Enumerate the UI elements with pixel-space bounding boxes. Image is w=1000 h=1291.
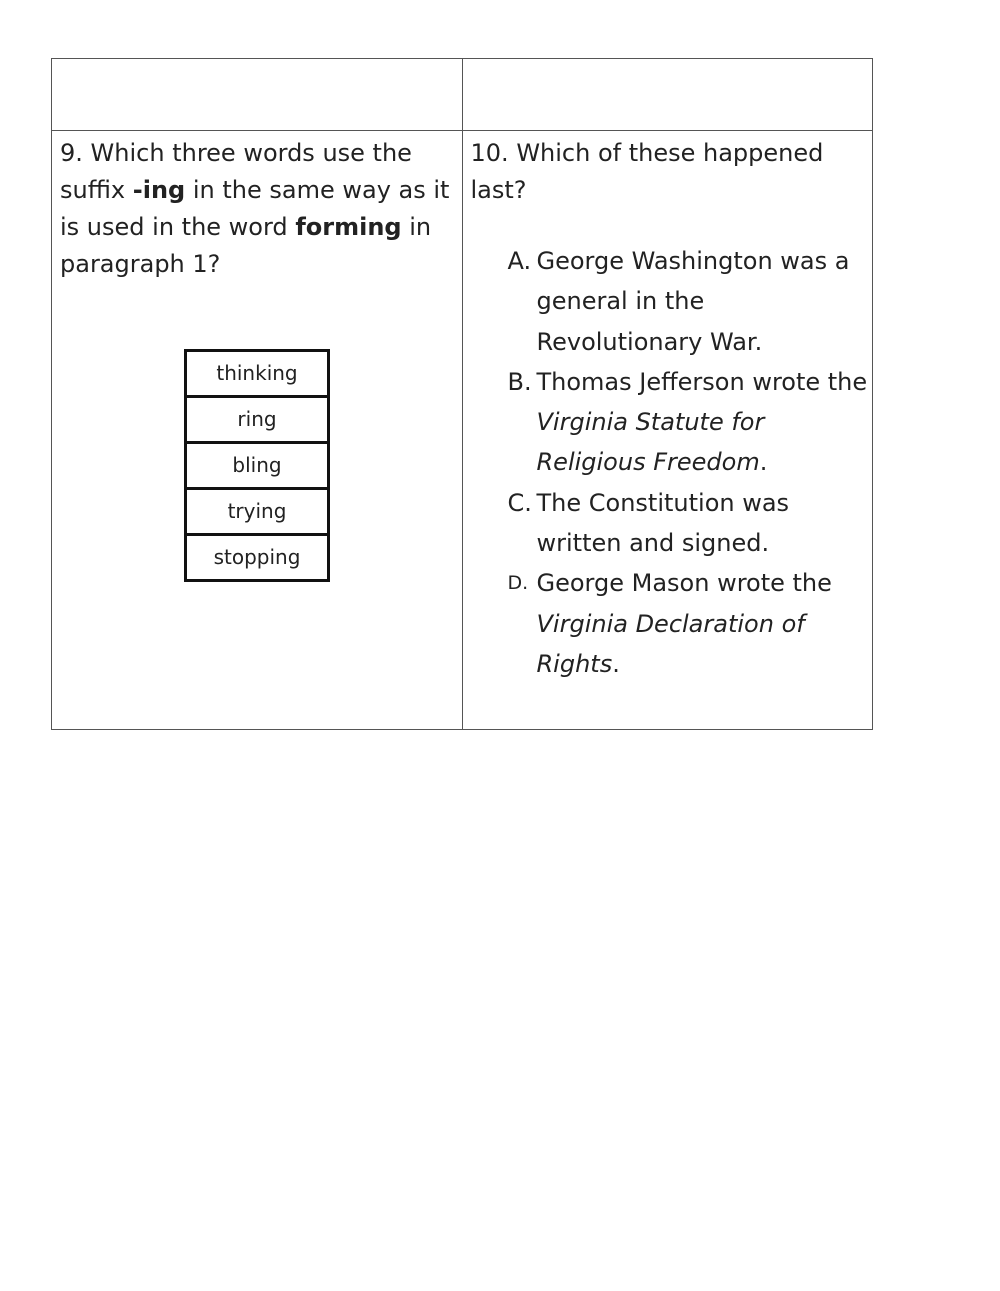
question-9-text-b: in the same way as it is used in the word	[60, 176, 450, 241]
word-choice[interactable]: bling	[187, 444, 327, 490]
word-choice[interactable]: trying	[187, 490, 327, 536]
option-text: The Constitution was written and signed.	[536, 488, 790, 558]
option-letter: D.	[507, 572, 529, 595]
option-text: Thomas Jefferson wrote the	[536, 367, 868, 396]
empty-header-row	[52, 59, 873, 131]
option-tail: .	[612, 649, 620, 678]
question-9-keyword: forming	[295, 213, 402, 241]
option-title-italic: Virginia Declaration of Rights	[536, 609, 805, 678]
empty-cell-left	[52, 59, 463, 131]
option-letter: B.	[507, 367, 532, 396]
question-10-number: 10.	[470, 139, 509, 167]
question-9-text-a: Which three words use the suffix	[60, 139, 412, 204]
question-9-text	[52, 131, 462, 283]
question-9-suffix: -ing	[132, 176, 186, 204]
question-9-cell	[52, 131, 463, 730]
option-letter: A.	[507, 247, 532, 275]
answer-option-d[interactable]	[508, 563, 873, 684]
word-choice[interactable]: stopping	[213, 545, 301, 569]
option-tail: .	[759, 448, 768, 477]
option-text: George Washington was a general in the Revolutionary War.	[536, 247, 850, 356]
answer-option-a[interactable]	[508, 241, 873, 362]
question-10-text	[463, 131, 873, 209]
question-10-cell	[462, 131, 873, 730]
word-choice[interactable]: ring	[187, 398, 327, 444]
option-text: George Mason wrote the	[536, 569, 832, 598]
empty-cell-right	[462, 59, 873, 131]
answer-options	[463, 241, 873, 684]
option-title-italic: Virginia Statute for Religious Freedom	[536, 408, 765, 477]
question-9-number: 9.	[60, 139, 83, 167]
word-choice-box	[184, 349, 330, 582]
question-10-prompt: Which of these happened last?	[470, 139, 824, 204]
question-row	[52, 131, 873, 730]
answer-option-c[interactable]	[508, 483, 873, 564]
worksheet-table	[51, 58, 873, 730]
option-letter: C.	[507, 488, 532, 517]
answer-option-b[interactable]	[508, 362, 873, 483]
word-choice[interactable]: thinking	[187, 352, 327, 398]
question-9-text-c: in paragraph 1?	[60, 213, 432, 278]
